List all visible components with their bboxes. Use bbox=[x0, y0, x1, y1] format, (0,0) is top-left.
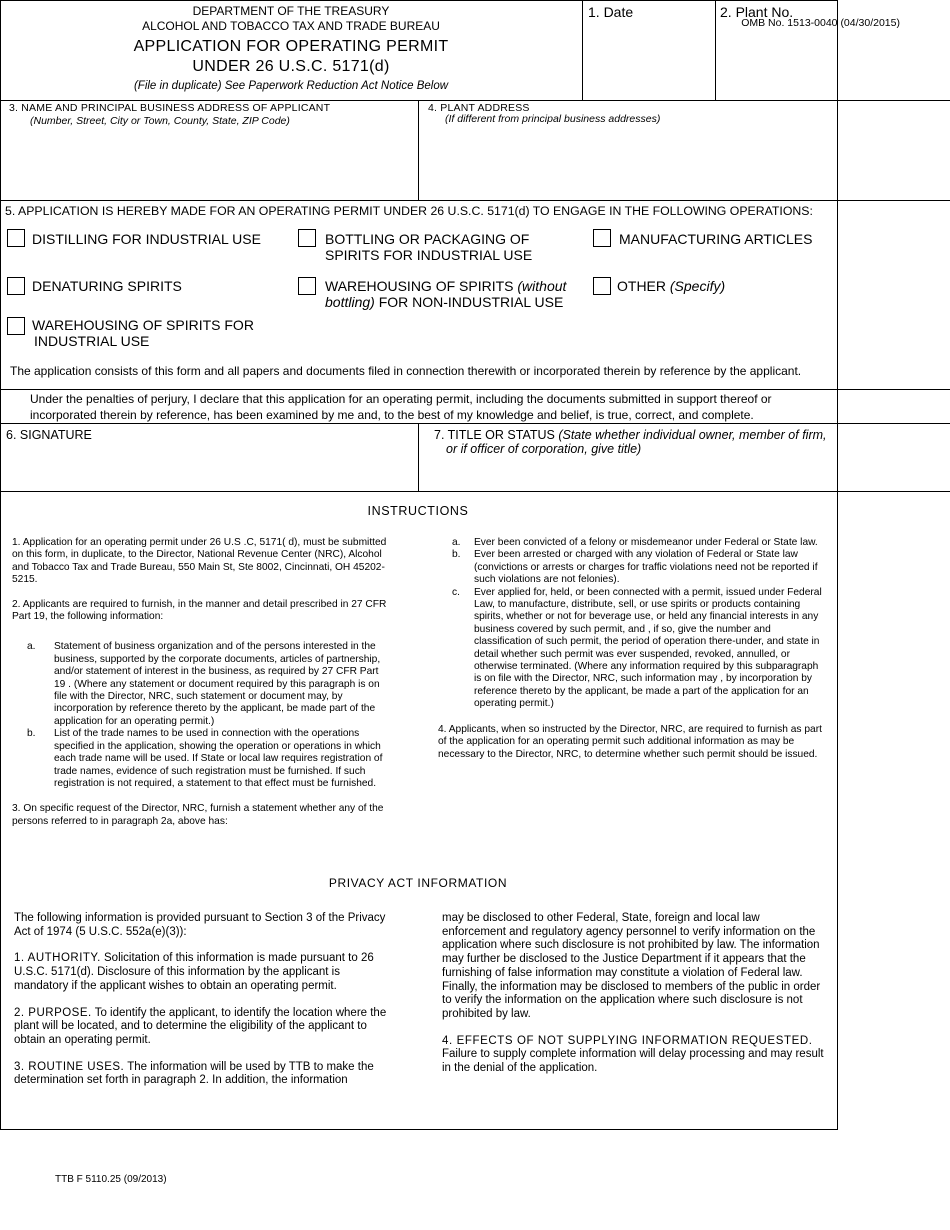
privacy-right-column bbox=[442, 912, 825, 1076]
instruction-3: 3. On specific request of the Director, NRC, furnish a statement whether any of the persons referred to in paragraph 2a, above has: bbox=[12, 803, 384, 827]
applicant-address-hint: (Number, Street, City or Town, County, State, ZIP Code) bbox=[30, 115, 290, 127]
other-checkbox[interactable] bbox=[593, 277, 611, 295]
manufacturing-checkbox[interactable] bbox=[593, 229, 611, 247]
distilling-label: DISTILLING FOR INDUSTRIAL USE bbox=[32, 231, 261, 247]
privacy-left-column bbox=[14, 912, 392, 1088]
consists-statement: The application consists of this form and all papers and documents filed in connection therewith or incorporated therein by reference by the applicant. bbox=[10, 364, 802, 378]
plant-address-hint: (If different from principal business addresses) bbox=[445, 113, 661, 125]
wh-ind-line1: WAREHOUSING OF SPIRITS FOR bbox=[32, 317, 254, 333]
bottling-label bbox=[325, 231, 532, 263]
instruction-3a bbox=[438, 537, 824, 549]
privacy-authority-heading: 1. AUTHORITY. bbox=[14, 952, 101, 965]
perjury-statement bbox=[30, 392, 772, 423]
plant-no-label: 2. Plant No. bbox=[720, 4, 794, 20]
other-label bbox=[617, 278, 725, 294]
signature-field[interactable] bbox=[2, 444, 416, 490]
form-header bbox=[0, 4, 582, 93]
date-label: 1. Date bbox=[588, 4, 634, 20]
privacy-effects-text: Failure to supply complete information will delay processing and may result in the denial of the application. bbox=[442, 1048, 824, 1075]
warehousing-industrial-checkbox[interactable] bbox=[7, 317, 25, 335]
instruction-2a-text: Statement of business organization and of the persons interested in the business, supported by the corporate documents, articles of partnership, and/or statement of interest in the business, as required by 27 CFR Part 19 . (Where any statement or document required by this paragraph is on file with the Director, NRC, such statement or document may, by incorporation by reference thereto by the applicant, be made part of the application for an operating permit.) bbox=[54, 641, 381, 727]
privacy-continued: may be disclosed to other Federal, State, foreign and local law enforcement and regulatory agency personnel to verify information on the application where such disclosure is not prohibited by law. The information may further be disclosed to the Justice Department if it appears that the furnishing of false information may constitute a violation of Federal law. Finally, the information may be disclosed to members of the public in order to verify the information on the application where such disclosure is not prohibited by law. bbox=[442, 912, 821, 1020]
plant-no-field[interactable] bbox=[716, 22, 836, 98]
instruction-2b-text: List of the trade names to be used in connection with the operations specified in the application, showing the operation or operations in which each trade name will be used. If State or local law requires registration of trade names, evidence of such registration must be furnished. If such registration is not required, a statement to that effect must be furnished. bbox=[54, 728, 383, 789]
instruction-2a bbox=[12, 641, 390, 728]
plant-address-label: 4. PLANT ADDRESS bbox=[428, 102, 530, 114]
instruction-3c bbox=[438, 587, 824, 711]
instruction-2b bbox=[12, 728, 390, 790]
instruction-3c-mark: c. bbox=[452, 586, 460, 598]
privacy-intro: The following information is provided pursuant to Section 3 of the Privacy Act of 1974 (5 U.S.C. 552a(e)(3)): bbox=[14, 912, 386, 938]
privacy-heading: PRIVACY ACT INFORMATION bbox=[328, 876, 508, 890]
warehousing-nonindustrial-checkbox[interactable] bbox=[298, 277, 316, 295]
instruction-3b-text: Ever been arrested or charged with any violation of Federal or State law (convictions or arrests or charges for traffic violations need not be reported if such violations are not felonies). bbox=[474, 549, 818, 586]
instruction-3a-text: Ever been convicted of a felony or misdemeanor under Federal or State law. bbox=[474, 537, 818, 548]
perjury-line2: incorporated therein by reference, has been examined by me and, to the best of my knowledge and belief, is true, correct, and complete. bbox=[30, 407, 754, 422]
wh-nonind-text1: WAREHOUSING OF SPIRITS bbox=[325, 278, 518, 294]
wh-ind-line2: INDUSTRIAL USE bbox=[34, 333, 150, 349]
operations-label: 5. APPLICATION IS HEREBY MADE FOR AN OPERATING PERMIT UNDER 26 U.S.C. 5171(d) TO ENGAGE IN THE FOLLOWING OPERATIONS: bbox=[5, 204, 813, 218]
perjury-line1: Under the penalties of perjury, I declare that this application for an operating permit, including the documents submitted in support thereof or bbox=[30, 392, 772, 406]
privacy-effects-heading: 4. EFFECTS OF NOT SUPPLYING INFORMATION REQUESTED. bbox=[442, 1034, 813, 1047]
title-status-field[interactable] bbox=[420, 458, 834, 490]
instruction-2a-mark: a. bbox=[27, 641, 36, 653]
wh-nonind-italic1: (without bbox=[517, 278, 567, 294]
bottling-label-line1: BOTTLING OR PACKAGING OF bbox=[325, 231, 530, 247]
instruction-3a-mark: a. bbox=[452, 537, 461, 548]
instruction-3c-text: Ever applied for, held, or been connected with a permit, issued under Federal Law, to manufacture, distribute, sell, or use spirits or products containing spirits, whether or not for beverage use, or held any financial interests in any business covered by such permit, and , if so, give the number and classification of such permit, the period of operation there-under, and state in detail whether such permit was ever suspended, revoked, annulled, or otherwise terminated. (Where any information required by this subparagraph is on file with the Director, NRC, such information may , by incorporation by reference thereto by the applicant, be made a part of the application for an operating permit.) bbox=[474, 586, 822, 710]
instruction-4: 4. Applicants, when so instructed by the Director, NRC, are required to furnish as part of the application for an operating permit such additional information as may be necessary to the Director, NRC, to determine whether such permit should be issued. bbox=[438, 723, 822, 760]
privacy-purpose-text: To identify the applicant, to identify the location where the plant will be located, and to determine the eligibility of the applicant to obtain an operating permit. bbox=[14, 1006, 387, 1046]
manufacturing-label: MANUFACTURING ARTICLES bbox=[619, 231, 813, 247]
department-name: DEPARTMENT OF THE TREASURY bbox=[192, 4, 390, 18]
form-title: APPLICATION FOR OPERATING PERMIT bbox=[133, 38, 449, 55]
applicant-address-label: 3. NAME AND PRINCIPAL BUSINESS ADDRESS OF APPLICANT bbox=[9, 102, 331, 114]
denaturing-checkbox[interactable] bbox=[7, 277, 25, 295]
distilling-checkbox[interactable] bbox=[7, 229, 25, 247]
instructions-right-column bbox=[438, 537, 824, 761]
title-status-label bbox=[434, 428, 827, 456]
date-field[interactable] bbox=[583, 22, 714, 98]
other-specify: (Specify) bbox=[669, 278, 726, 294]
applicant-address-field[interactable] bbox=[2, 130, 416, 198]
form-title-statute: UNDER 26 U.S.C. 5171(d) bbox=[192, 58, 390, 75]
plant-address-field[interactable] bbox=[420, 128, 834, 198]
form-number: TTB F 5110.25 (09/2013) bbox=[55, 1174, 167, 1185]
privacy-purpose-heading: 2. PURPOSE. bbox=[14, 1006, 92, 1019]
omb-number: OMB No. 1513-0040 (04/30/2015) bbox=[741, 17, 900, 29]
instruction-2b-mark: b. bbox=[27, 728, 36, 740]
warehousing-industrial-label bbox=[32, 317, 254, 349]
privacy-authority bbox=[14, 952, 392, 993]
file-note: (File in duplicate) See Paperwork Reduction Act Notice Below bbox=[133, 80, 449, 92]
warehousing-nonindustrial-label bbox=[325, 278, 566, 310]
wh-nonind-italic2: bottling) bbox=[325, 294, 375, 310]
instructions-left-column bbox=[12, 537, 390, 828]
privacy-authority-text: Solicitation of this information is made pursuant to 26 U.S.C. 5171(d). Disclosure of this information by the applicant is mandatory if the applicant wishes to obtain an operating permit. bbox=[14, 952, 374, 992]
privacy-routine bbox=[14, 1061, 392, 1088]
bureau-name: ALCOHOL AND TOBACCO TAX AND TRADE BUREAU bbox=[142, 19, 440, 33]
instruction-2: 2. Applicants are required to furnish, in the manner and detail prescribed in 27 CFR Part 19, the following information: bbox=[12, 598, 387, 623]
title-status-hint2: or if officer of corporation, give title) bbox=[446, 442, 642, 456]
instruction-3b bbox=[438, 549, 824, 586]
privacy-routine-heading: 3. ROUTINE USES. bbox=[14, 1060, 125, 1073]
denaturing-label: DENATURING SPIRITS bbox=[32, 278, 182, 294]
title-status-hint1: (State whether individual owner, member of firm, bbox=[554, 428, 827, 442]
instructions-heading: INSTRUCTIONS bbox=[367, 504, 469, 518]
title-status-text: 7. TITLE OR STATUS bbox=[434, 428, 555, 442]
bottling-label-line2: SPIRITS FOR INDUSTRIAL USE bbox=[325, 247, 533, 263]
instruction-3b-mark: b. bbox=[452, 549, 461, 561]
privacy-purpose bbox=[14, 1007, 392, 1048]
bottling-checkbox[interactable] bbox=[298, 229, 316, 247]
other-text: OTHER bbox=[617, 278, 670, 294]
instruction-1: 1. Application for an operating permit under 26 U.S .C, 5171( d), must be submitted on this form, in duplicate, to the Director, National Revenue Center (NRC), Alcohol and Tobacco Tax and Trade Bureau, 550 Main St, Ste 8002, Cincinnati, OH 45202-5215. bbox=[12, 537, 387, 586]
privacy-routine-text: The information will be used by TTB to make the determination set forth in paragraph 2. In addition, the information bbox=[14, 1060, 374, 1087]
wh-nonind-text2: FOR NON-INDUSTRIAL USE bbox=[374, 294, 564, 310]
signature-label: 6. SIGNATURE bbox=[6, 428, 92, 442]
